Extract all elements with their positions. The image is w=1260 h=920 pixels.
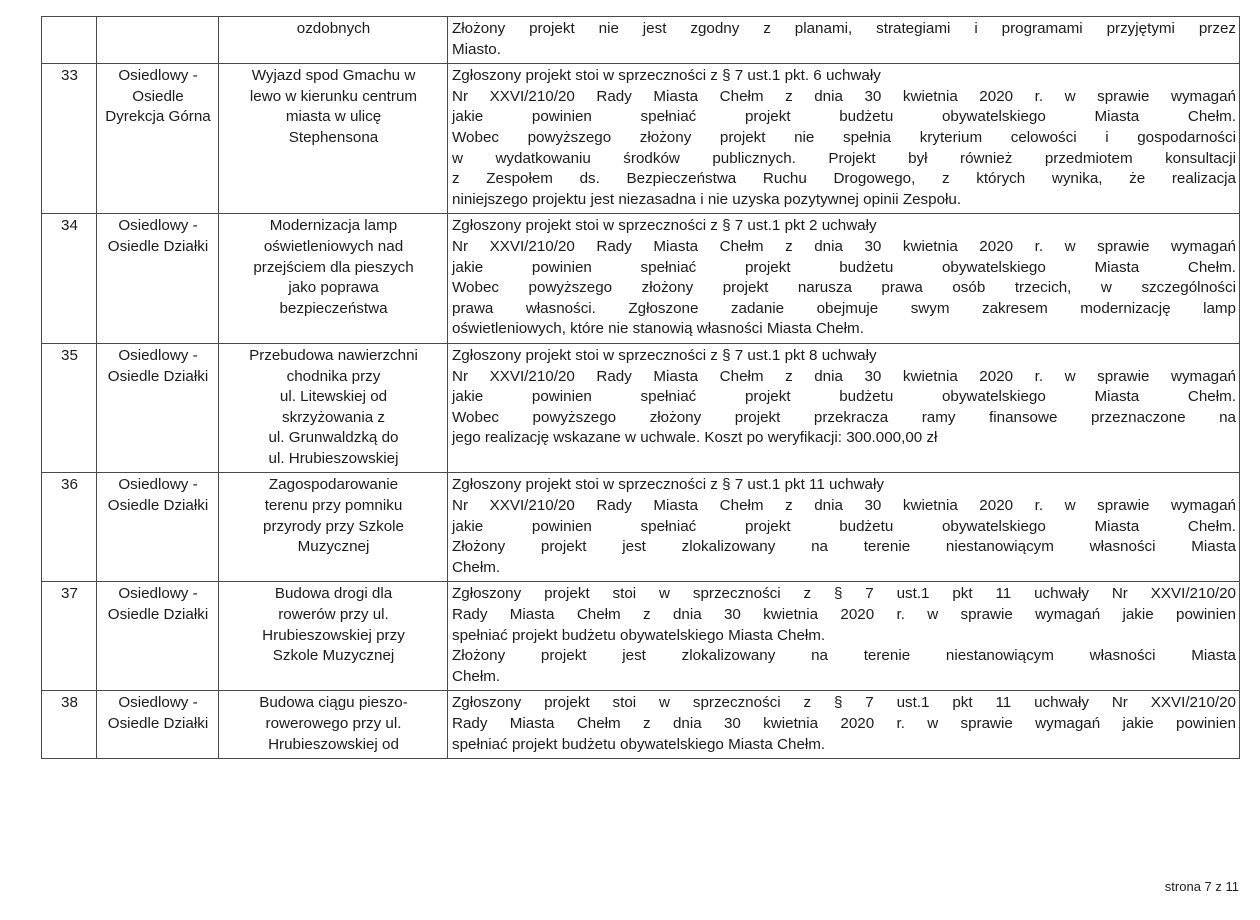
project-name <box>219 17 448 64</box>
project-type: Osiedlowy - Osiedle Działki <box>97 473 219 582</box>
rejection-reason-line: Wobec powyższego złożony projekt narusza prawa osób trzecich, w szczególności <box>452 279 1236 297</box>
project-name-line: ul. Grunwaldzką do <box>268 429 399 447</box>
project-name-line: Stephensona <box>288 128 379 146</box>
rejection-reason <box>448 214 1240 344</box>
rejection-reason-line: Zgłoszony projekt stoi w sprzeczności z § 7 ust.1 pkt 11 uchwały Nr XXVI/210/20 <box>452 694 1236 712</box>
project-name-line: Zagospodarowanie <box>268 476 399 494</box>
rejection-reason-line: Zgłoszony projekt stoi w sprzeczności z § 7 ust.1 pkt 11 uchwały <box>452 476 884 494</box>
table-row <box>42 64 1240 214</box>
project-type: Osiedlowy - Osiedle Dyrekcja Górna <box>97 64 219 214</box>
rejection-reason-line: Zgłoszony projekt stoi w sprzeczności z § 7 ust.1 pkt. 6 uchwały <box>452 67 881 85</box>
rejection-reason-line: z Zespołem ds. Bezpieczeństwa Ruchu Drogowego, z których wynika, że realizacja <box>452 170 1236 188</box>
row-number: 35 <box>42 343 97 473</box>
project-name-line: rowerów przy ul. <box>278 606 389 624</box>
projects-table <box>41 16 1240 759</box>
project-name-line: Budowa ciągu pieszo- <box>259 694 408 712</box>
project-type: Osiedlowy - Osiedle Działki <box>97 214 219 344</box>
project-name <box>219 343 448 473</box>
table-row <box>42 582 1240 691</box>
project-name-line: ozdobnych <box>296 20 371 37</box>
rejection-reason-line: Nr XXVI/210/20 Rady Miasta Chełm z dnia 30 kwietnia 2020 r. w sprawie wymagań <box>452 237 1236 255</box>
project-name-line: lewo w kierunku centrum <box>249 87 418 105</box>
rejection-reason-line: prawa własności. Zgłoszone zadanie obejmuje swym zakresem modernizację lamp <box>452 299 1236 317</box>
rejection-reason-line: Złożony projekt jest zlokalizowany na terenie niestanowiącym własności Miasta <box>452 538 1236 556</box>
rejection-reason-line: Nr XXVI/210/20 Rady Miasta Chełm z dnia 30 kwietnia 2020 r. w sprawie wymagań <box>452 497 1236 515</box>
rejection-reason-line: niniejszego projektu jest niezasadna i nie uzyska pozytywnej opinii Zespołu. <box>452 190 962 208</box>
project-name <box>219 214 448 344</box>
project-name-line: ul. Hrubieszowskiej <box>268 449 399 467</box>
rejection-reason <box>448 691 1240 759</box>
project-name <box>219 582 448 691</box>
project-name <box>219 64 448 214</box>
project-name-line: rowerowego przy ul. <box>265 715 402 732</box>
project-name-line: Modernizacja lamp <box>269 217 398 235</box>
rejection-reason-line: Złożony projekt nie jest zgodny z planami, strategiami i programami przyjętymi przez <box>452 20 1236 37</box>
rejection-reason-line: Złożony projekt jest zlokalizowany na terenie niestanowiącym własności Miasta <box>452 647 1236 665</box>
project-name-line: Wyjazd spod Gmachu w <box>251 67 416 85</box>
project-name-line: Przebudowa nawierzchni <box>249 346 418 364</box>
project-type: Osiedlowy - Osiedle Działki <box>97 343 219 473</box>
rejection-reason-line: jego realizację wskazane w uchwale. Koszt po weryfikacji: 300.000,00 zł <box>452 429 938 447</box>
rejection-reason-line: Zgłoszony projekt stoi w sprzeczności z § 7 ust.1 pkt 2 uchwały <box>452 217 877 235</box>
project-type <box>97 17 219 64</box>
project-type: Osiedlowy - Osiedle Działki <box>97 691 219 759</box>
rejection-reason-line: jakie powinien spełniać projekt budżetu obywatelskiego Miasta Chełm. <box>452 108 1236 126</box>
table-row <box>42 691 1240 759</box>
rejection-reason-line: Nr XXVI/210/20 Rady Miasta Chełm z dnia 30 kwietnia 2020 r. w sprawie wymagań <box>452 87 1236 105</box>
project-name-line: ul. Litewskiej od <box>279 388 388 406</box>
project-name-line: przejściem dla pieszych <box>253 258 414 276</box>
rejection-reason <box>448 64 1240 214</box>
project-name-line: miasta w ulicę <box>285 108 382 126</box>
rejection-reason-line: Zgłoszony projekt stoi w sprzeczności z § 7 ust.1 pkt 8 uchwały <box>452 346 877 364</box>
rejection-reason-line: spełniać projekt budżetu obywatelskiego Miasta Chełm. <box>452 735 826 753</box>
rejection-reason-line: Chełm. <box>452 667 501 685</box>
rejection-reason-line: jakie powinien spełniać projekt budżetu obywatelskiego Miasta Chełm. <box>452 258 1236 276</box>
project-name-line: oświetleniowych nad <box>263 237 404 255</box>
rejection-reason-line: Chełm. <box>452 558 501 576</box>
row-number: 34 <box>42 214 97 344</box>
project-name-line: jako poprawa <box>288 279 379 297</box>
project-name-line: skrzyżowania z <box>282 408 385 426</box>
projects-table-body <box>42 17 1240 759</box>
rejection-reason-line: Rady Miasta Chełm z dnia 30 kwietnia 2020 r. w sprawie wymagań jakie powinien <box>452 606 1236 624</box>
rejection-reason-line: spełniać projekt budżetu obywatelskiego Miasta Chełm. <box>452 626 826 644</box>
project-name-line: bezpieczeństwa <box>279 299 388 317</box>
project-name-line: Muzycznej <box>297 538 370 556</box>
rejection-reason-line: Zgłoszony projekt stoi w sprzeczności z § 7 ust.1 pkt 11 uchwały Nr XXVI/210/20 <box>452 585 1236 603</box>
project-name-line: chodnika przy <box>286 367 381 385</box>
page-number: strona 7 z 11 <box>1164 879 1239 894</box>
project-name-line: przyrody przy Szkole <box>263 517 404 535</box>
project-type: Osiedlowy - Osiedle Działki <box>97 582 219 691</box>
rejection-reason <box>448 582 1240 691</box>
rejection-reason <box>448 343 1240 473</box>
rejection-reason-line: Wobec powyższego złożony projekt nie spełnia kryterium celowości i gospodarności <box>452 128 1236 146</box>
row-number: 36 <box>42 473 97 582</box>
table-row <box>42 343 1240 473</box>
project-name-line: Budowa drogi dla <box>274 585 393 603</box>
project-name <box>219 473 448 582</box>
rejection-reason <box>448 17 1240 64</box>
table-row <box>42 17 1240 64</box>
rejection-reason-line: w wydatkowaniu środków publicznych. Projekt był również przedmiotem konsultacji <box>452 149 1236 167</box>
rejection-reason <box>448 473 1240 582</box>
rejection-reason-line: Nr XXVI/210/20 Rady Miasta Chełm z dnia 30 kwietnia 2020 r. w sprawie wymagań <box>452 367 1236 385</box>
rejection-reason-line: Rady Miasta Chełm z dnia 30 kwietnia 2020 r. w sprawie wymagań jakie powinien <box>452 715 1236 732</box>
rejection-reason-line: Wobec powyższego złożony projekt przekracza ramy finansowe przeznaczone na <box>452 408 1236 426</box>
row-number: 38 <box>42 691 97 759</box>
table-row <box>42 473 1240 582</box>
project-name-line: Szkole Muzycznej <box>272 647 395 665</box>
project-name-line: Hrubieszowskiej przy <box>262 626 405 644</box>
project-name <box>219 691 448 759</box>
project-name-line: Hrubieszowskiej od <box>268 735 399 753</box>
row-number: 33 <box>42 64 97 214</box>
row-number <box>42 17 97 64</box>
rejection-reason-line: jakie powinien spełniać projekt budżetu obywatelskiego Miasta Chełm. <box>452 388 1236 406</box>
table-row <box>42 214 1240 344</box>
row-number: 37 <box>42 582 97 691</box>
rejection-reason-line: oświetleniowych, które nie stanowią własności Miasta Chełm. <box>452 320 864 338</box>
project-name-line: terenu przy pomniku <box>264 497 403 515</box>
rejection-reason-line: jakie powinien spełniać projekt budżetu obywatelskiego Miasta Chełm. <box>452 517 1236 535</box>
rejection-reason-line: Miasto. <box>452 40 501 58</box>
